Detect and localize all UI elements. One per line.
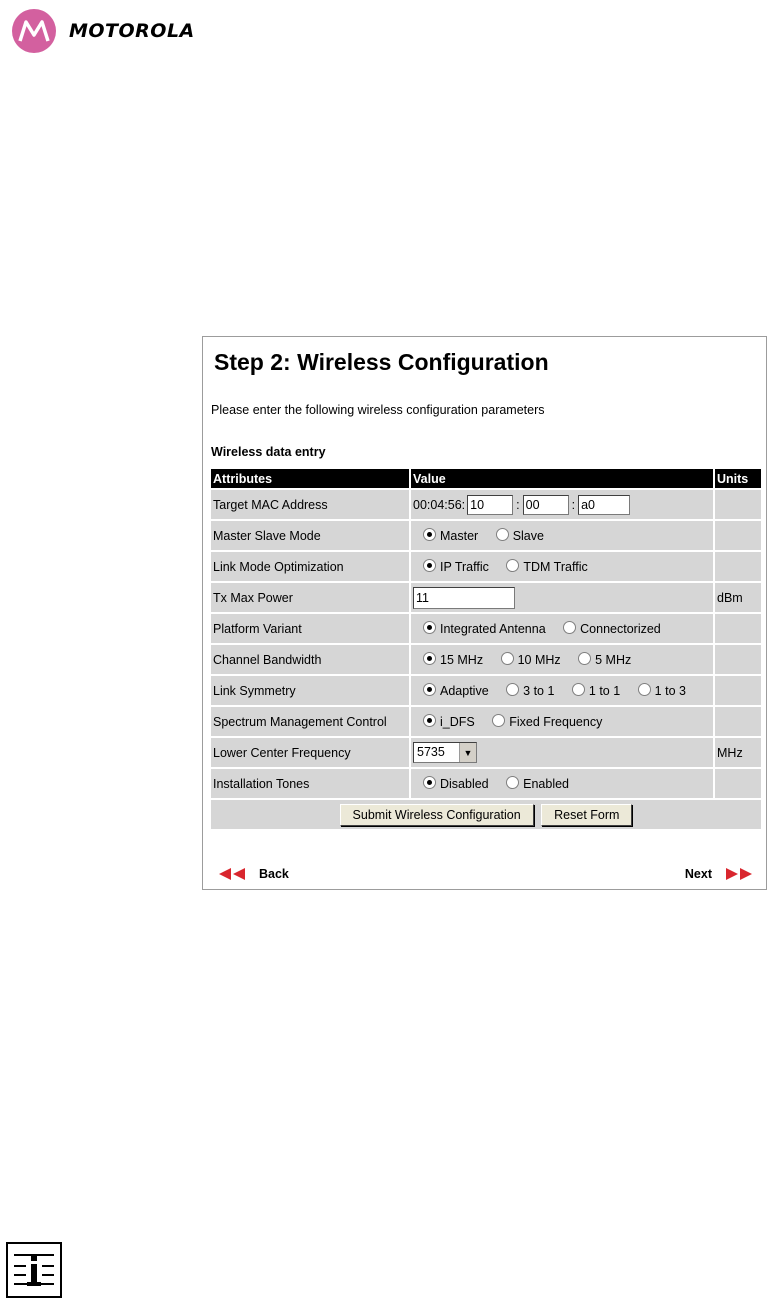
table-row [211,645,761,674]
units-cell [715,769,761,798]
tones-disabled-radio[interactable] [423,776,436,789]
table-row [211,552,761,581]
radio-option-label: Integrated Antenna [440,622,546,636]
radio-option-label: Fixed Frequency [509,715,603,729]
radio-option-label: IP Traffic [440,560,489,574]
back-link[interactable] [217,867,289,881]
wireless-config-table [209,467,763,831]
selected-frequency: 5735 [417,745,445,759]
column-header-units: Units [715,469,761,488]
1-to-3-radio[interactable] [638,683,651,696]
attribute-label: Tx Max Power [211,583,409,612]
radio-option-label: 1 to 3 [654,684,686,698]
submit-wireless-configuration-button[interactable]: Submit Wireless Configuration [340,804,534,826]
channel-bandwidth-radio-group [411,645,713,674]
attribute-label: Target MAC Address [211,490,409,519]
mac-octet-3-input[interactable] [578,495,630,515]
units-cell [715,676,761,705]
motorola-logo [12,9,195,53]
back-label: Back [259,867,289,881]
attribute-label: Platform Variant [211,614,409,643]
radio-option-label: Connectorized [580,622,661,636]
3-to-1-radio[interactable] [506,683,519,696]
master-radio[interactable] [423,528,436,541]
units-cell [715,552,761,581]
section-title: Wireless data entry [211,445,326,459]
radio-option-label: Slave [512,529,544,543]
mac-value-cell [411,490,713,519]
mac-octet-1-input[interactable] [467,495,513,515]
next-link[interactable] [685,867,754,881]
attribute-label: Link Symmetry [211,676,409,705]
attribute-label: Master Slave Mode [211,521,409,550]
units-cell: dBm [715,583,761,612]
platform-variant-radio-group [411,614,713,643]
page-title: Step 2: Wireless Configuration [214,349,549,375]
radio-option-label: 5 MHz [595,653,632,667]
units-cell [715,645,761,674]
table-header-row [211,469,761,488]
tx-power-cell [411,583,713,612]
radio-option-label: Disabled [440,777,489,791]
mac-octet-2-input[interactable] [523,495,569,515]
ip-traffic-radio[interactable] [423,559,436,572]
table-row [211,583,761,612]
intro-text: Please enter the following wireless configuration parameters [211,403,545,417]
spectrum-mgmt-radio-group [411,707,713,736]
radio-option-label: i_DFS [440,715,475,729]
link-mode-radio-group [411,552,713,581]
link-symmetry-radio-group [411,676,713,705]
dropdown-arrow-icon[interactable]: ▼ [459,743,476,762]
table-row [211,707,761,736]
attribute-label: Lower Center Frequency [211,738,409,767]
table-row [211,614,761,643]
attribute-label: Channel Bandwidth [211,645,409,674]
brand-name: MOTOROLA [69,20,195,42]
double-arrow-right-icon [724,868,754,880]
tones-enabled-radio[interactable] [506,776,519,789]
column-header-value: Value [411,469,713,488]
bandwidth-5mhz-radio[interactable] [578,652,591,665]
wireless-config-panel [202,336,767,890]
frequency-cell [411,738,713,767]
mac-separator: : [516,497,520,512]
units-cell [715,490,761,519]
radio-option-label: Adaptive [440,684,489,698]
table-row [211,521,761,550]
table-row [211,490,761,519]
tdm-traffic-radio[interactable] [506,559,519,572]
installation-tones-radio-group [411,769,713,798]
radio-option-label: 15 MHz [440,653,484,667]
motorola-logo-icon [12,9,56,53]
connectorized-radio[interactable] [563,621,576,634]
units-cell [715,521,761,550]
radio-option-label: TDM Traffic [523,560,588,574]
attribute-label: Link Mode Optimization [211,552,409,581]
fixed-frequency-radio[interactable] [492,714,505,727]
radio-option-label: Master [440,529,479,543]
table-row [211,738,761,767]
table-row [211,676,761,705]
mac-prefix: 00:04:56: [413,497,466,512]
1-to-1-radio[interactable] [572,683,585,696]
reset-form-button[interactable]: Reset Form [541,804,632,826]
radio-option-label: 1 to 1 [588,684,621,698]
radio-option-label: 10 MHz [517,653,561,667]
attribute-label: Spectrum Management Control [211,707,409,736]
information-note-icon [6,1242,62,1298]
units-cell [715,614,761,643]
units-cell: MHz [715,738,761,767]
radio-option-label: 3 to 1 [523,684,555,698]
attribute-label: Installation Tones [211,769,409,798]
next-label: Next [684,867,712,881]
table-row [211,769,761,798]
double-arrow-left-icon [217,868,247,880]
bandwidth-10mhz-radio[interactable] [501,652,514,665]
adaptive-radio[interactable] [423,683,436,696]
mac-separator: : [571,497,576,512]
master-slave-radio-group [411,521,713,550]
i-dfs-radio[interactable] [423,714,436,727]
button-row [211,800,761,829]
bandwidth-15mhz-radio[interactable] [423,652,436,665]
slave-radio[interactable] [496,528,509,541]
column-header-attributes: Attributes [211,469,409,488]
tx-max-power-input[interactable] [413,587,515,609]
units-cell [715,707,761,736]
radio-option-label: Enabled [523,777,569,791]
button-cell [211,800,761,829]
integrated-antenna-radio[interactable] [423,621,436,634]
lower-center-frequency-select[interactable] [413,742,477,763]
